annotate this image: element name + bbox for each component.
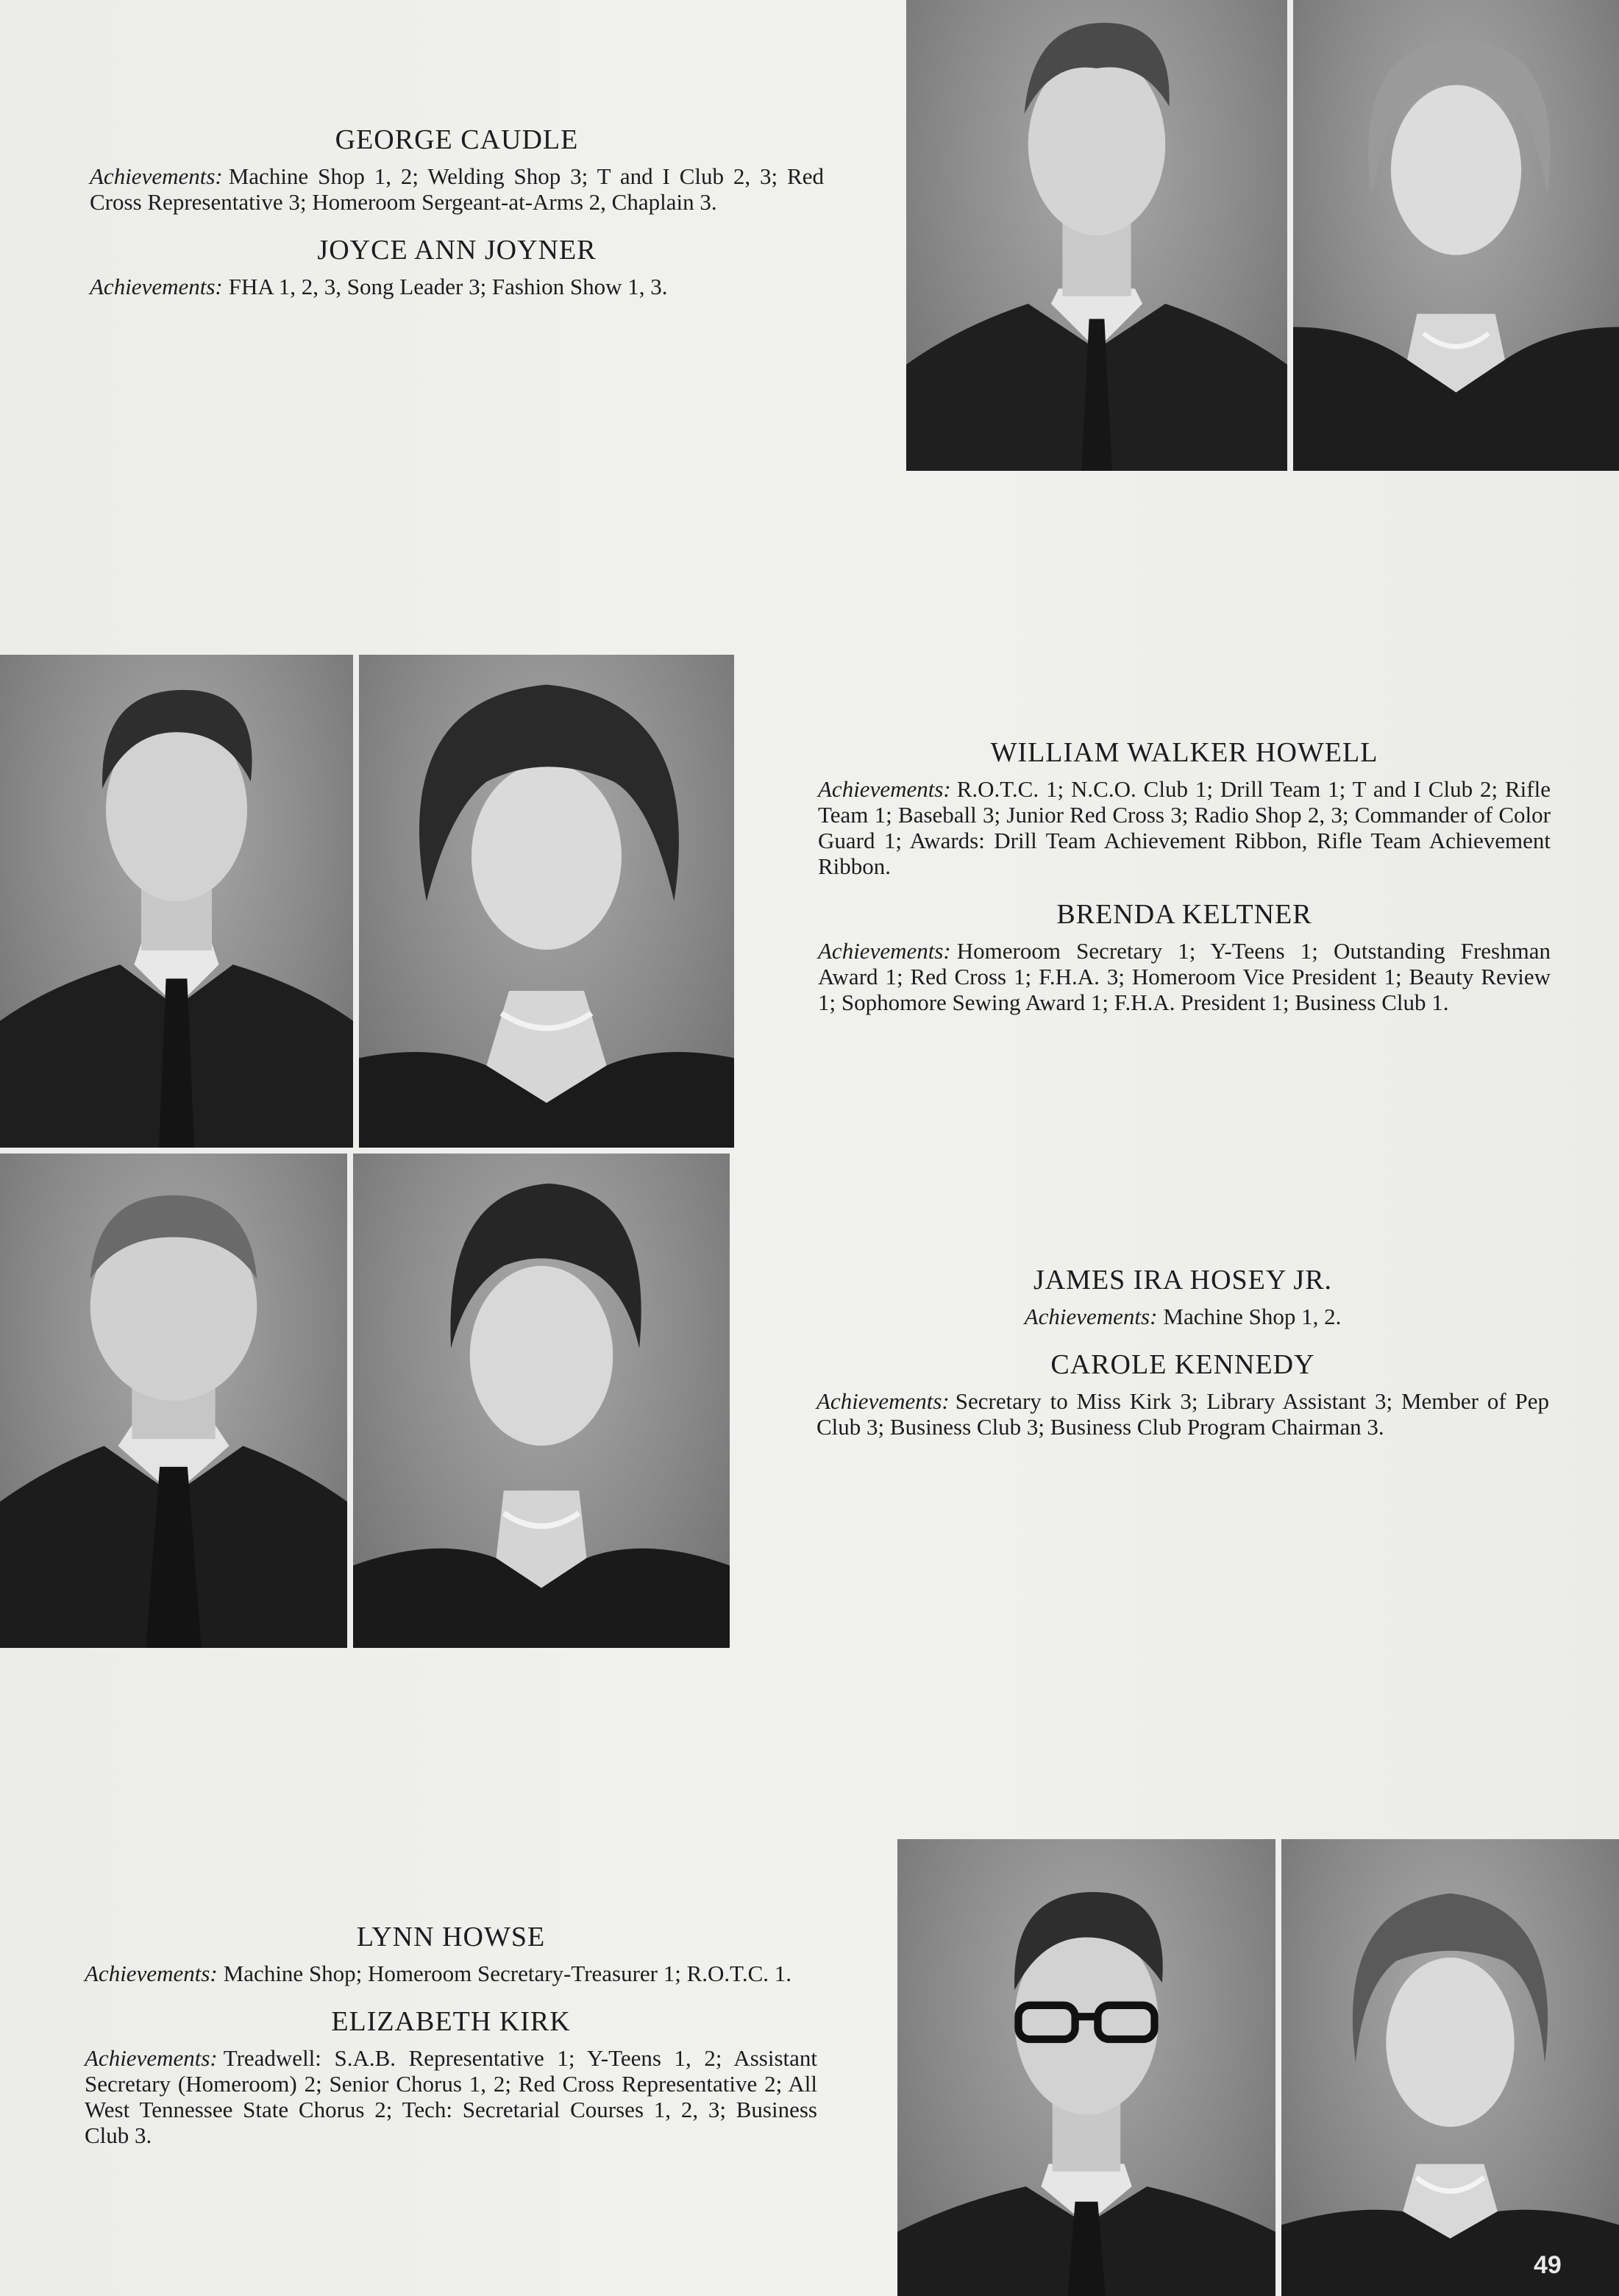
achievements-label: Achievements: — [85, 2044, 218, 2071]
student-achievements — [90, 274, 824, 299]
student-name: JAMES IRA HOSEY JR. — [1033, 1265, 1333, 1296]
portrait-photo-female — [359, 655, 734, 1148]
achievements-text: Machine Shop; Homeroom Secretary-Treasurer 1; R.O.T.C. 1. — [223, 1960, 791, 1986]
achievements-text: FHA 1, 2, 3, Song Leader 3; Fashion Show 1, 3. — [228, 273, 668, 299]
student-name: GEORGE CAUDLE — [335, 124, 579, 155]
achievements-label: Achievements: — [816, 1387, 950, 1414]
achievements-label: Achievements: — [818, 937, 951, 964]
achievements-label: Achievements: — [90, 273, 223, 299]
portrait-photo-male — [897, 1839, 1275, 2296]
portrait-photo-female — [353, 1154, 730, 1648]
portrait-photo-female — [1293, 0, 1619, 471]
student-name: ELIZABETH KIRK — [331, 2005, 571, 2037]
portrait-photo-female — [1281, 1839, 1619, 2296]
student-name: CAROLE KENNEDY — [1050, 1348, 1315, 1380]
achievements-text: Secretary to Miss Kirk 3; Library Assistant 3; Member of Pep Club 3; Business Club 3; Business Club Program Chairman 3. — [816, 1387, 1549, 1440]
student-achievements — [816, 1304, 1549, 1329]
student-name: BRENDA KELTNER — [1056, 898, 1312, 930]
achievements-text: Machine Shop 1, 2; Welding Shop 3; T and I Club 2, 3; Red Cross Representative 3; Homeroom Sergeant-at-Arms 2, Chaplain 3. — [90, 163, 824, 215]
entry-group-howse-kirk — [85, 1922, 817, 2169]
portrait-photo-male — [0, 655, 353, 1148]
student-name: WILLIAM WALKER HOWELL — [990, 737, 1378, 768]
achievements-label: Achievements: — [90, 163, 223, 189]
achievements-text: R.O.T.C. 1; N.C.O. Club 1; Drill Team 1; T and I Club 2; Rifle Team 1; Baseball 3; Junior Red Cross 3; Radio Shop 2, 3; Commander of Color Guard 1; Awards: Drill Team Achievement Ribbon, Rifle Team Achievement Ribbon. — [818, 775, 1551, 879]
portrait-photo-male — [906, 0, 1287, 471]
achievements-text: Treadwell: S.A.B. Representative 1; Y-Teens 1, 2; Assistant Secretary (Homeroom) 2; Senior Chorus 1, 2; Red Cross Representative 2; All West Tennessee State Chorus 2; Tech: Secretarial Courses 1, 2, 3; Business Club 3. — [85, 2044, 817, 2148]
student-achievements — [818, 776, 1551, 879]
entry-group-caudle-joyner — [90, 125, 824, 320]
student-achievements — [90, 163, 824, 215]
achievements-label: Achievements: — [1024, 1303, 1158, 1329]
achievements-text: Machine Shop 1, 2. — [1163, 1303, 1342, 1329]
student-name: LYNN HOWSE — [356, 1922, 546, 1952]
achievements-label: Achievements: — [818, 775, 951, 802]
student-achievements — [85, 1961, 817, 1986]
student-achievements — [818, 938, 1551, 1015]
student-name: JOYCE ANN JOYNER — [317, 234, 597, 266]
entry-group-howell-keltner — [818, 738, 1551, 1036]
page-number: 49 — [1534, 2251, 1562, 2279]
portrait-photo-male — [0, 1154, 347, 1648]
student-achievements — [816, 1388, 1549, 1440]
student-achievements — [85, 2045, 817, 2148]
achievements-label: Achievements: — [85, 1960, 218, 1986]
entry-group-hosey-kennedy — [816, 1265, 1549, 1460]
achievements-text: Homeroom Secretary 1; Y-Teens 1; Outstanding Freshman Award 1; Red Cross 1; F.H.A. 3; Homeroom Vice President 1; Beauty Review 1; Sophomore Sewing Award 1; F.H.A. President 1; Business Club 1. — [818, 937, 1551, 1015]
